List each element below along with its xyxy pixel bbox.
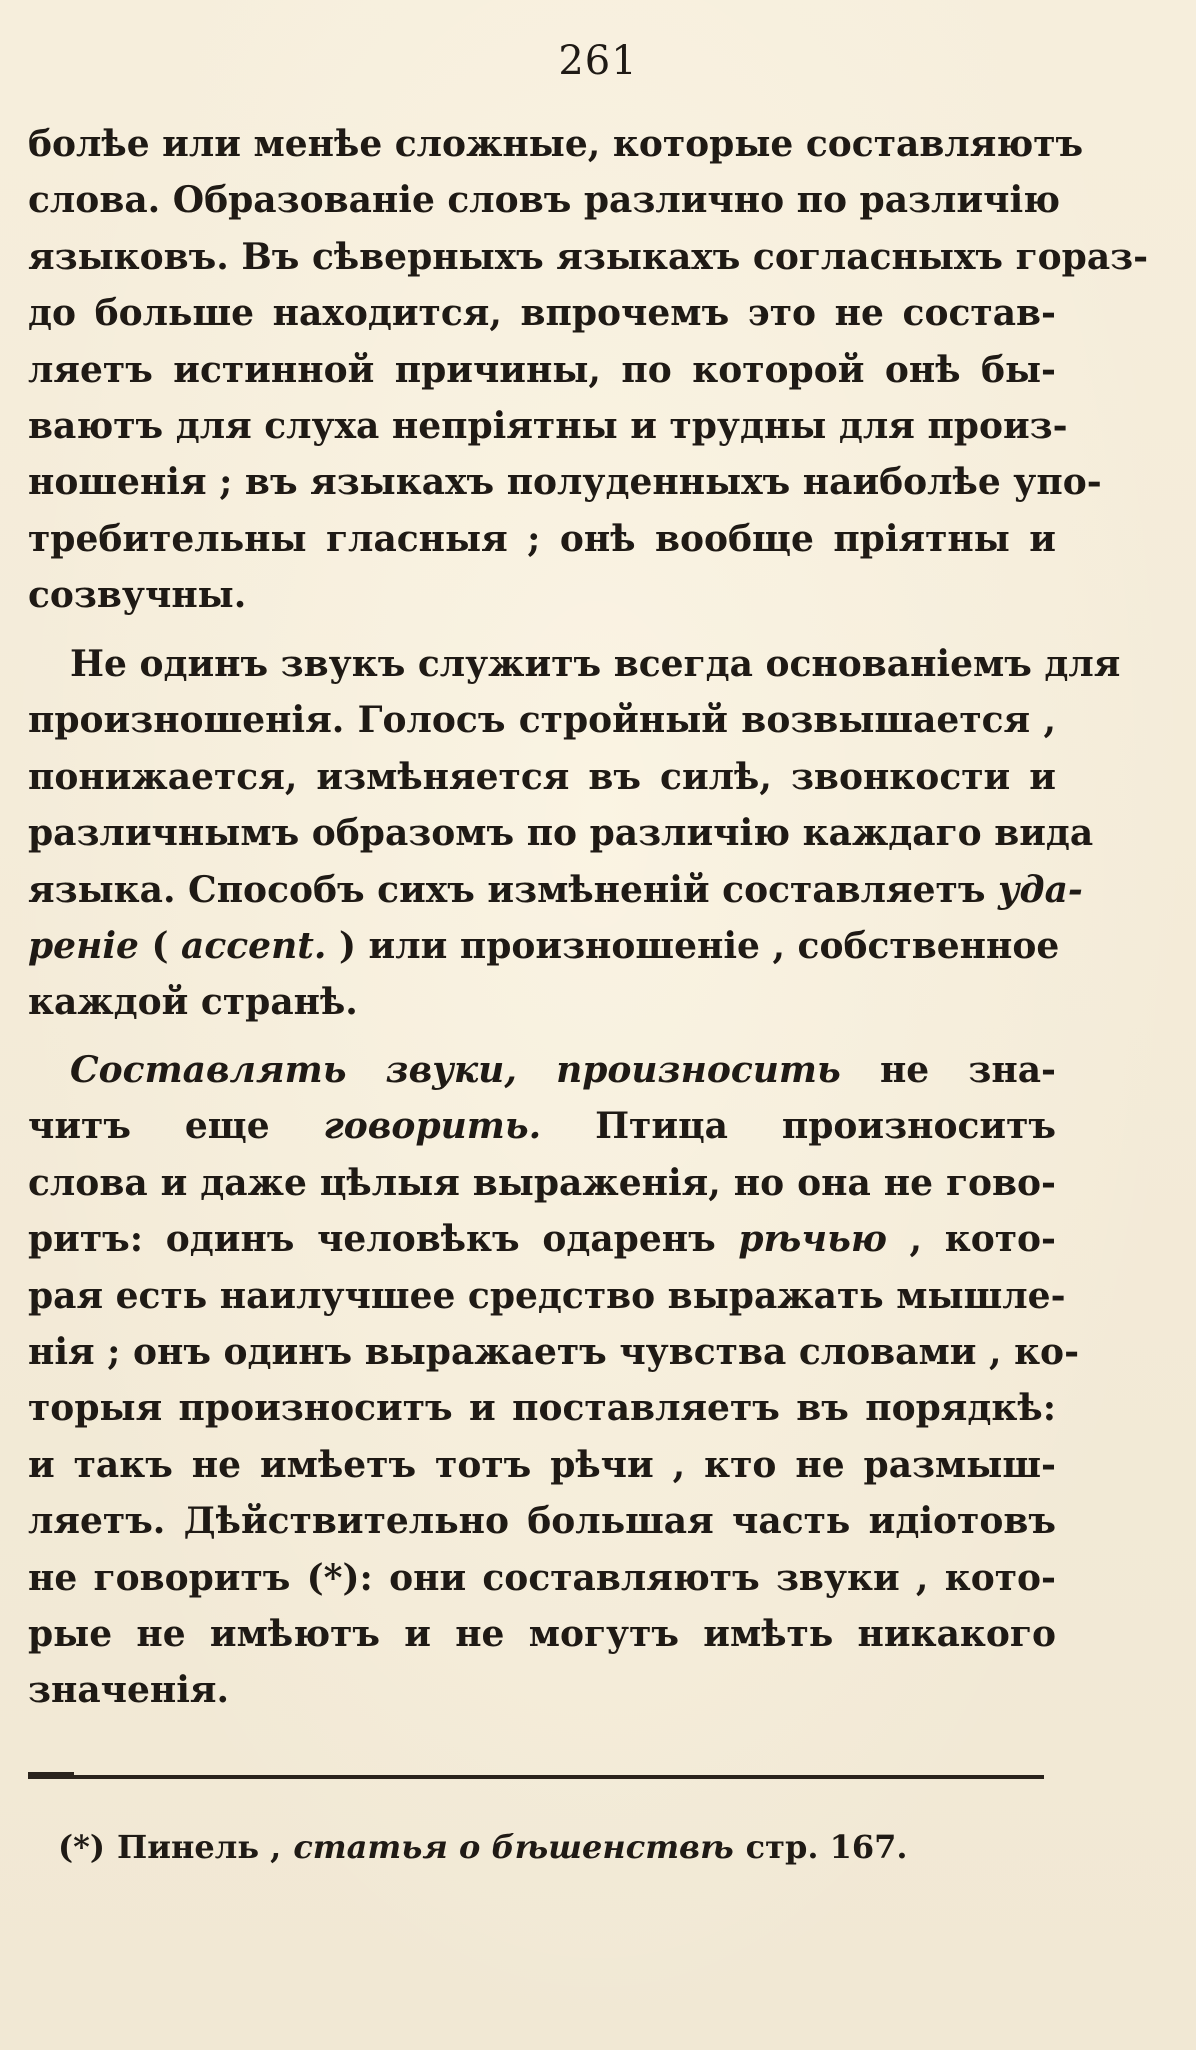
text-line: различнымъ образомъ по различію каждаго вида	[28, 812, 1094, 855]
italic-term: Составлять звуки,	[70, 1049, 517, 1091]
text-segment: Птица произноситъ	[541, 1105, 1056, 1148]
paragraph-3	[28, 1042, 1080, 1719]
footnote-title: статья о бѣшенствѣ	[293, 1828, 734, 1866]
text-segment	[517, 1049, 556, 1091]
text-segment: (	[138, 924, 182, 967]
text-line	[28, 918, 1060, 974]
text-line: болѣе или менѣе сложные, которые составляютъ	[28, 123, 1084, 165]
text-segment: ритъ: одинъ человѣкъ одаренъ	[28, 1218, 739, 1261]
text-segment: не зна-	[840, 1049, 1056, 1091]
text-line: языковъ. Въ сѣверныхъ языкахъ согласныхъ гораз-	[28, 235, 1149, 278]
text-line	[28, 1098, 1056, 1154]
italic-term: говорить.	[323, 1105, 542, 1148]
text-line: нія ; онъ одинъ выражаетъ чувства словами , ко-	[28, 1330, 1080, 1373]
text-line: слова и даже цѣлыя выраженія, но она не гово-	[28, 1161, 1056, 1204]
footnote-ref: стр. 167.	[745, 1828, 908, 1866]
text-line: и такъ не имѣетъ тотъ рѣчи , кто не размыш-	[28, 1443, 1056, 1486]
text-line: торыя произноситъ и поставляетъ въ порядкѣ:	[28, 1387, 1056, 1430]
text-segment: , кото-	[886, 1218, 1056, 1261]
text-line: созвучны.	[28, 574, 247, 617]
text-line	[28, 1042, 1056, 1098]
text-line: понижается, измѣняется въ силѣ, звонкости и	[28, 755, 1056, 798]
text-line: значенія.	[28, 1669, 230, 1712]
footnote-author: Пинель ,	[117, 1828, 282, 1866]
text-segment: ) или произношеніе , собственное	[326, 924, 1060, 967]
paragraph-1	[28, 116, 1149, 624]
text-line: Не одинъ звукъ служитъ всегда основаніемъ для	[70, 643, 1121, 685]
text-segment: языка. Способъ сихъ измѣненій составляетъ	[28, 868, 998, 911]
text-line: ляетъ. Дѣйствительно большая часть идіотовъ	[28, 1500, 1056, 1543]
text-line: ваютъ для слуха непріятны и трудны для произ-	[28, 404, 1068, 447]
italic-term: произносить	[556, 1049, 841, 1091]
text-line: ляетъ истинной причины, по которой онѣ бы-	[28, 348, 1056, 391]
text-line: до больше находится, впрочемъ это не состав-	[28, 292, 1056, 335]
footnote	[58, 1828, 908, 1866]
text-line: не говоритъ (*): они составляютъ звуки , кото-	[28, 1556, 1056, 1599]
text-line: рая есть наилучшее средство выражать мышле-	[28, 1274, 1066, 1317]
page-number: 261	[558, 38, 638, 84]
italic-term: уда-	[998, 868, 1083, 911]
italic-term: accent.	[181, 924, 327, 967]
text-line: произношенія. Голосъ стройный возвышается ,	[28, 699, 1056, 742]
text-line	[28, 1211, 1056, 1267]
italic-term: рѣчью	[738, 1218, 887, 1261]
text-line: каждой странѣ.	[28, 981, 358, 1024]
italic-term: реніе	[28, 924, 139, 967]
text-line: ношенія ; въ языкахъ полуденныхъ наиболѣе упо-	[28, 461, 1102, 504]
text-segment: читъ еще	[28, 1105, 324, 1148]
footnote-rule	[28, 1775, 1044, 1779]
paragraph-2	[28, 636, 1121, 1031]
text-line: слова. Образованіе словъ различно по различію	[28, 179, 1061, 222]
text-line: требительны гласныя ; онѣ вообще пріятны и	[28, 517, 1056, 560]
footnote-mark: (*)	[58, 1828, 106, 1866]
text-line: рые не имѣютъ и не могутъ имѣть никакого	[28, 1612, 1056, 1655]
text-line	[28, 862, 1083, 918]
